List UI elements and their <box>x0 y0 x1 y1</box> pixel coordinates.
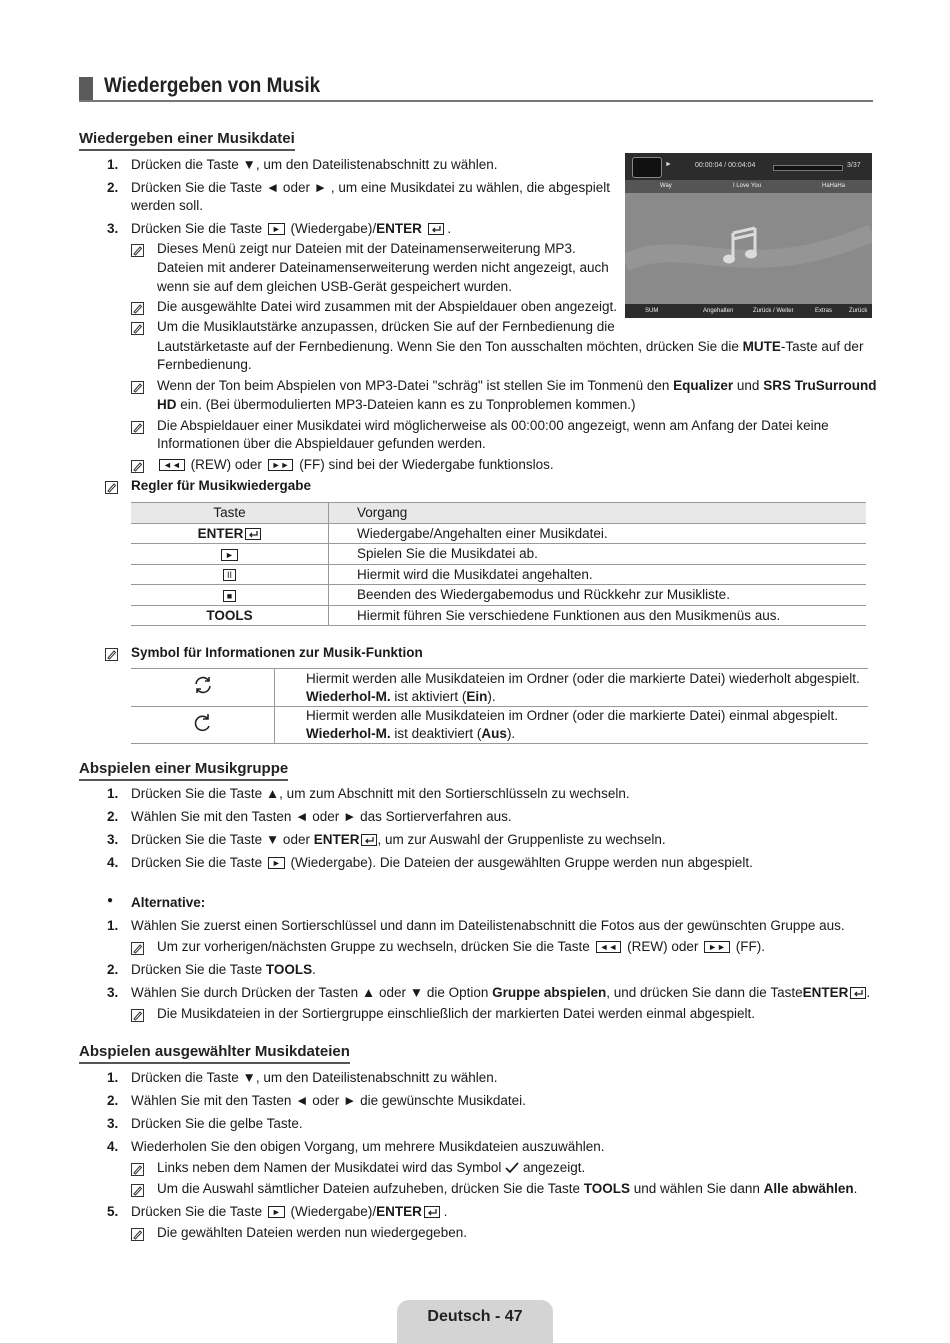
note-icon <box>131 1184 144 1197</box>
table-row: II Hiermit wird die Musikdatei angehalten. <box>131 564 866 585</box>
repeat-off-icon <box>192 713 214 733</box>
step-number: 1. <box>107 1070 119 1085</box>
rew-key-icon: ◄◄ <box>159 459 185 471</box>
play-icon: ► <box>665 161 672 168</box>
step-text: Drücken Sie die Taste ▲, um zum Abschnitt mit den Sortierschlüsseln zu wechseln. <box>131 786 630 801</box>
note-icon <box>131 322 144 335</box>
note-icon <box>131 381 144 394</box>
player-top-bar <box>625 153 872 180</box>
note-text: wenn sie auf dem gleichen USB-Gerät gespeichert wurden. <box>157 279 512 294</box>
step-text: Wählen Sie mit den Tasten ◄ oder ► das Sortierverfahren aus. <box>131 809 512 824</box>
table-row: Hiermit werden alle Musikdateien im Ordner (oder die markierte Datei) wiederholt abgespielt. Wiederhol-M. ist aktiviert (Ein). <box>131 669 868 707</box>
player-time: 00:00:04 / 00:04:04 <box>695 162 756 169</box>
note-text: Die ausgewählte Datei wird zusammen mit der Abspieldauer oben angezeigt. <box>157 299 618 314</box>
note-icon <box>131 1228 144 1241</box>
note-text: Die Abspieldauer einer Musikdatei wird möglicherweise als 00:00:00 angezeigt, wenn am Anfang der Datei keine <box>157 418 829 433</box>
note-icon <box>105 648 118 661</box>
column-header: Vorgang <box>329 503 867 524</box>
section-heading-3: Abspielen ausgewählter Musikdateien <box>79 1043 350 1064</box>
step-number: 2. <box>107 180 119 195</box>
step-text: Wählen Sie zuerst einen Sortierschlüssel und dann im Dateilistenabschnitt die Fotos aus der gewünschten Gruppe aus. <box>131 918 845 933</box>
enter-icon <box>245 528 261 540</box>
music-player-screenshot <box>625 153 872 318</box>
step-number: 3. <box>107 1116 119 1131</box>
page-footer: Deutsch - 47 <box>397 1300 553 1343</box>
step-text: Drücken Sie die Taste ▼ oder ENTER , um zur Auswahl der Gruppenliste zu wechseln. <box>131 832 666 847</box>
step-text: Wählen Sie durch Drücken der Tasten ▲ oder ▼ die Option Gruppe abspielen, und drücken Sie dann die TasteENTER . <box>131 985 871 1000</box>
enter-icon <box>850 987 866 999</box>
enter-icon <box>361 834 377 846</box>
checkmark-icon <box>505 1162 519 1174</box>
note-icon <box>131 244 144 257</box>
rew-key-icon: ◄◄ <box>596 941 622 953</box>
step-text: werden soll. <box>131 198 204 213</box>
note-text: Wenn der Ton beim Abspielen von MP3-Datei "schräg" ist stellen Sie im Tonmenü den Equalizer und SRS TruSurround <box>157 378 877 393</box>
step-text: Drücken Sie die gelbe Taste. <box>131 1116 303 1131</box>
table-heading: Regler für Musikwiedergabe <box>131 478 312 493</box>
note-icon <box>131 942 144 955</box>
step-text: Drücken Sie die Taste ◄ oder ► , um eine Musikdatei zu wählen, die abgespielt <box>131 180 610 195</box>
step-number: 3. <box>107 985 119 1000</box>
enter-icon <box>424 1206 440 1218</box>
section-heading-1: Wiedergeben einer Musikdatei <box>79 130 295 151</box>
track-count: 3/37 <box>847 162 861 169</box>
alternative-label: Alternative: <box>131 895 206 910</box>
step-text: Drücken Sie die Taste TOOLS. <box>131 962 316 977</box>
step-text: Drücken Sie die Taste ► (Wiedergabe). Die Dateien der ausgewählten Gruppe werden nun abgespielt. <box>131 855 753 870</box>
table-heading: Symbol für Informationen zur Musik-Funktion <box>131 645 423 660</box>
play-key-icon: ► <box>268 223 285 235</box>
pause-key-icon: II <box>223 569 236 581</box>
bullet-icon: ● <box>107 895 114 906</box>
step-text: Drücken Sie die Taste ► (Wiedergabe)/ENTER . <box>131 221 452 236</box>
note-text: HD ein. (Bei übermodulierten MP3-Dateien kann es zu Tonproblemen kommen.) <box>157 397 636 412</box>
title-rule <box>79 100 873 102</box>
step-number: 3. <box>107 832 119 847</box>
play-key-icon: ► <box>268 1206 285 1218</box>
step-number: 2. <box>107 962 119 977</box>
note-text: Die gewählten Dateien werden nun wiedergegeben. <box>157 1225 467 1240</box>
step-number: 4. <box>107 855 119 870</box>
track-row: Way I Love You HaHaHa <box>625 180 872 193</box>
player-bottom-bar: SUM Angehalten Zurück / Weiter Extras Zurück <box>625 304 872 318</box>
note-text: Fernbedienung. <box>157 357 252 372</box>
step-text: Drücken die Taste ▼, um den Dateilistenabschnitt zu wählen. <box>131 157 498 172</box>
step-number: 1. <box>107 786 119 801</box>
note-text: Dieses Menü zeigt nur Dateien mit der Dateinamenserweiterung MP3. <box>157 241 576 256</box>
ff-key-icon: ►► <box>704 941 730 953</box>
note-text: Dateien mit anderer Dateinamenserweiterung werden nicht angezeigt, auch <box>157 260 609 275</box>
step-text: Drücken Sie die Taste ► (Wiedergabe)/ENTER . <box>131 1204 448 1219</box>
function-icon-table <box>131 668 868 744</box>
step-number: 4. <box>107 1139 119 1154</box>
note-icon <box>131 1163 144 1176</box>
music-note-graphic <box>625 193 872 304</box>
note-text: Um die Auswahl sämtlicher Dateien aufzuheben, drücken Sie die Taste TOOLS und wählen Sie dann Alle abwählen. <box>157 1181 858 1196</box>
note-icon <box>131 421 144 434</box>
repeat-on-icon <box>192 675 214 695</box>
note-text: Um die Musiklautstärke anzupassen, drücken Sie auf der Fernbedienung die <box>157 319 615 334</box>
note-icon <box>131 302 144 315</box>
table-row: ENTER Wiedergabe/Angehalten einer Musikdatei. <box>131 523 866 544</box>
table-row: ■ Beenden des Wiedergabemodus und Rückkehr zur Musikliste. <box>131 585 866 606</box>
table-row: TOOLS Hiermit führen Sie verschiedene Funktionen aus den Musikmenüs aus. <box>131 605 866 626</box>
progress-bar <box>773 165 843 171</box>
note-text: Die Musikdateien in der Sortiergruppe einschließlich der markierten Datei werden einmal abgespielt. <box>157 1006 756 1021</box>
step-number: 3. <box>107 221 119 236</box>
enter-icon <box>428 223 444 235</box>
step-text: Wählen Sie mit den Tasten ◄ oder ► die gewünschte Musikdatei. <box>131 1093 526 1108</box>
note-text: Links neben dem Namen der Musikdatei wird das Symbol angezeigt. <box>157 1160 586 1175</box>
step-number: 2. <box>107 809 119 824</box>
step-number: 1. <box>107 918 119 933</box>
note-icon <box>131 1009 144 1022</box>
note-text: ◄◄ (REW) oder ►► (FF) sind bei der Wiedergabe funktionslos. <box>157 457 554 472</box>
note-icon <box>105 481 118 494</box>
step-number: 1. <box>107 157 119 172</box>
page-title: Wiedergeben von Musik <box>104 74 321 97</box>
note-text: Informationen über die Abspieldauer gefunden werden. <box>157 436 486 451</box>
table-row: Hiermit werden alle Musikdateien im Ordner (oder die markierte Datei) einmal abgespielt. Wiederhol-M. ist deaktiviert (Aus). <box>131 707 868 744</box>
music-thumb-icon <box>632 157 662 178</box>
ff-key-icon: ►► <box>268 459 294 471</box>
step-text: Wiederholen Sie den obigen Vorgang, um mehrere Musikdateien auszuwählen. <box>131 1139 605 1154</box>
column-header: Taste <box>131 503 329 524</box>
step-text: Drücken die Taste ▼, um den Dateilistenabschnitt zu wählen. <box>131 1070 498 1085</box>
note-text: Lautstärketaste auf der Fernbedienung. Wenn Sie den Ton ausschalten möchten, drücken Sie die MUTE-Taste auf der <box>157 339 864 354</box>
stop-key-icon: ■ <box>223 590 236 602</box>
title-bar-marker <box>79 77 93 101</box>
table-row: ► Spielen Sie die Musikdatei ab. <box>131 544 866 565</box>
play-key-icon: ► <box>268 857 285 869</box>
section-heading-2: Abspielen einer Musikgruppe <box>79 760 288 781</box>
note-icon <box>131 460 144 473</box>
play-key-icon: ► <box>221 549 238 561</box>
step-number: 5. <box>107 1204 119 1219</box>
controls-table <box>131 502 866 626</box>
note-text: Um zur vorherigen/nächsten Gruppe zu wechseln, drücken Sie die Taste ◄◄ (REW) oder ►► (FF). <box>157 939 765 954</box>
step-number: 2. <box>107 1093 119 1108</box>
